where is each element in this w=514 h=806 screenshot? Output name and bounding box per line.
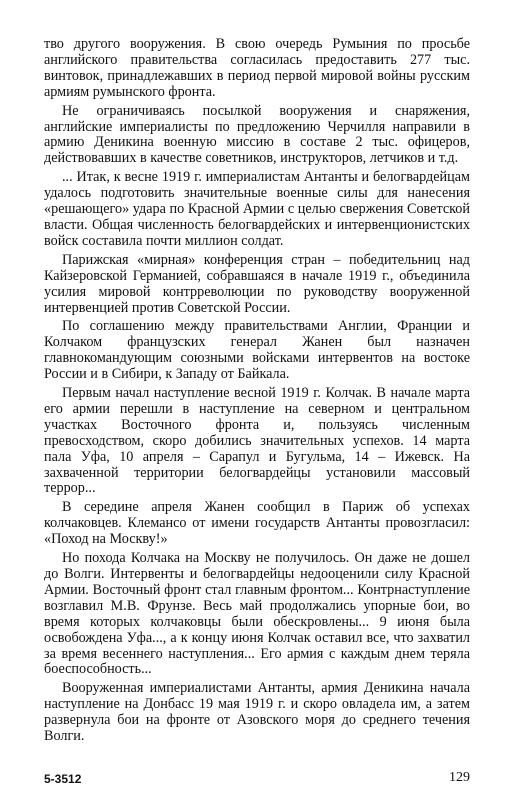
- paragraph-7: В середине апреля Жанен сообщил в Париж об успехах колчаковцев. Клемансо от имени государств Антанты провозгласил: «Поход на Москву!»: [44, 499, 470, 548]
- paragraph-8: Но похода Колчака на Москву не получилось. Он даже не дошел до Волги. Интервенты и белогвардейцы недооценили силу Красной Армии. Восточный фронт стал главным фронтом... Контрнаступление возглавил М.В. Фрунзе. Весь май продолжались упорные бои, во время которых колчаковцы были обескровлены... 9 июня была освобождена Уфа..., а к концу июня Колчак оставил все, что захватил за время весеннего наступления... Его армия с каждым днем теряла боеспособность...: [44, 550, 470, 678]
- paragraph-2: Не ограничиваясь посылкой вооружения и снаряжения, английские империалисты по предложению Черчилля направили в армию Деникина военную миссию в составе 2 тыс. офицеров, действовавших в качестве советников, инструкторов, летчиков и т.д.: [44, 102, 470, 167]
- paragraph-5: По соглашению между правительствами Англии, Франции и Колчаком французских генерал Жанен был назначен главнокомандующим союзными войсками интервентов на востоке России и в Сибири, к Западу от Байкала.: [44, 318, 470, 383]
- paragraph-4: Парижская «мирная» конференция стран – победительниц над Кайзеровской Германией, собравшаяся в начале 1919 г., объединила усилия мировой контрреволюции по руководству вооруженной интервенцией против Советской России.: [44, 251, 470, 316]
- paragraph-9: Вооруженная империалистами Антанты, армия Деникина начала наступление на Донбасс 19 мая 1919 г. и скоро овладела им, а затем развернула бои на фронте от Азовского моря до среднего течения Волги.: [44, 680, 470, 745]
- page-body: [44, 37, 470, 748]
- paragraph-3: ... Итак, к весне 1919 г. империалистам Антанты и белогвардейцам удалось подготовить значительные военные силы для нанесения «решающего» удара по Красной Армии с целью свержения Советской власти. Общая численность белогвардейских и интервенционистских войск составила почти миллион солдат.: [44, 169, 470, 249]
- paragraph-1: тво другого вооружения. В свою очередь Румыния по просьбе английского правительства согласилась предоставить 277 тыс. винтовок, принадлежавших в период первой мировой войны русским армиям румынского фронта.: [44, 36, 470, 100]
- printer-signature: 5-3512: [44, 772, 82, 786]
- paragraph-6: Первым начал наступление весной 1919 г. Колчак. В начале марта его армии перешли в наступление на северном и центральном участках Восточного фронта и, пользуясь численным превосходством, скоро добились значительных успехов. 14 марта пала Уфа, 10 апреля – Сарапул и Бугульма, 14 – Ижевск. На захваченной территории белогвардейцы установили массовый террор...: [44, 385, 470, 497]
- page-footer: [44, 772, 470, 790]
- page-number: 129: [449, 770, 470, 785]
